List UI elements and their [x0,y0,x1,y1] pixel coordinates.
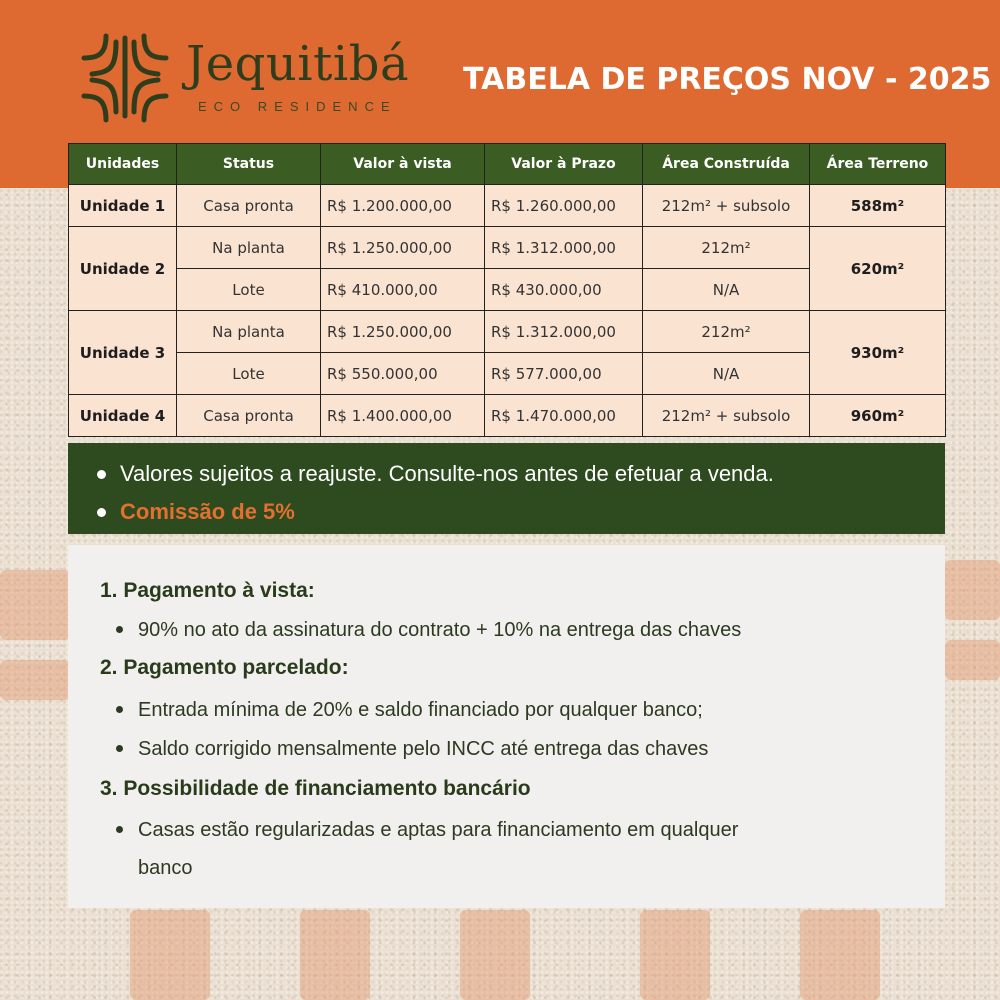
land-area-cell: 960m² [810,395,946,437]
term-heading: 1. Pagamento à vista: [100,579,315,602]
notes-list [68,443,945,531]
background-decoration [130,910,210,1000]
term-item [138,730,708,768]
land-area-cell: 588m² [810,185,946,227]
built-area-cell: N/A [643,353,810,395]
term-price-cell: R$ 1.312.000,00 [485,227,643,269]
background-decoration [800,910,880,1000]
term-item [138,811,738,849]
column-header: Valor à vista [321,144,485,185]
cash-price-cell: R$ 1.250.000,00 [321,311,485,353]
term-item-text: Entrada mínima de 20% e saldo financiado por qualquer banco; [138,699,703,721]
table-row [69,311,946,353]
term-heading: 2. Pagamento parcelado: [100,656,349,679]
unit-name: Unidade 2 [69,227,177,311]
column-header: Área Terreno [810,144,946,185]
term-price-cell: R$ 1.260.000,00 [485,185,643,227]
term-item-text: Casas estão regularizadas e aptas para financiamento em qualquer [138,819,739,841]
term-item-continuation: banco [138,857,193,879]
cash-price-cell: R$ 1.250.000,00 [321,227,485,269]
background-decoration [945,640,1000,680]
background-decoration [0,660,70,700]
built-area-cell: 212m² + subsolo [643,395,810,437]
land-area-cell: 620m² [810,227,946,311]
term-item-text: 90% no ato da assinatura do contrato + 10% na entrega das chaves [138,619,742,641]
background-decoration [300,910,370,1000]
column-header: Área Construída [643,144,810,185]
column-header: Unidades [69,144,177,185]
term-price-cell: R$ 1.470.000,00 [485,395,643,437]
tree-logo-icon [80,28,170,126]
built-area-cell: N/A [643,269,810,311]
status-cell: Lote [177,269,321,311]
status-cell: Casa pronta [177,395,321,437]
term-item [138,611,741,649]
column-header: Status [177,144,321,185]
cash-price-cell: R$ 410.000,00 [321,269,485,311]
background-decoration [460,910,530,1000]
note-item: Valores sujeitos a reajuste. Consulte-nos antes de efetuar a venda. [120,455,945,493]
commission-note: Comissão de 5% [120,493,945,531]
unit-name: Unidade 4 [69,395,177,437]
notes-box [68,443,945,534]
built-area-cell: 212m² [643,311,810,353]
bullet-icon [116,745,123,752]
brand-subtitle: ECO RESIDENCE [198,99,397,114]
table-row [69,395,946,437]
page-title: TABELA DE PREÇOS NOV - 2025 [463,62,992,97]
payment-terms-box [68,545,945,908]
term-price-cell: R$ 1.312.000,00 [485,311,643,353]
cash-price-cell: R$ 550.000,00 [321,353,485,395]
bullet-icon [116,826,123,833]
background-decoration [640,910,710,1000]
column-header: Valor à Prazo [485,144,643,185]
status-cell: Na planta [177,311,321,353]
term-price-cell: R$ 577.000,00 [485,353,643,395]
term-heading: 3. Possibilidade de financiamento bancário [100,777,531,800]
term-item-text: Saldo corrigido mensalmente pelo INCC até entrega das chaves [138,738,709,760]
background-decoration [0,570,70,640]
term-price-cell: R$ 430.000,00 [485,269,643,311]
status-cell: Casa pronta [177,185,321,227]
cash-price-cell: R$ 1.400.000,00 [321,395,485,437]
brand-name: Jequitibá [186,36,410,92]
status-cell: Na planta [177,227,321,269]
status-cell: Lote [177,353,321,395]
table-row [69,185,946,227]
bullet-icon [116,706,123,713]
term-item [138,691,703,729]
background-decoration [945,560,1000,620]
built-area-cell: 212m² [643,227,810,269]
unit-name: Unidade 1 [69,185,177,227]
cash-price-cell: R$ 1.200.000,00 [321,185,485,227]
unit-name: Unidade 3 [69,311,177,395]
built-area-cell: 212m² + subsolo [643,185,810,227]
table-header-row [69,144,946,185]
table-row [69,227,946,269]
land-area-cell: 930m² [810,311,946,395]
price-table [68,143,946,437]
bullet-icon [116,626,123,633]
